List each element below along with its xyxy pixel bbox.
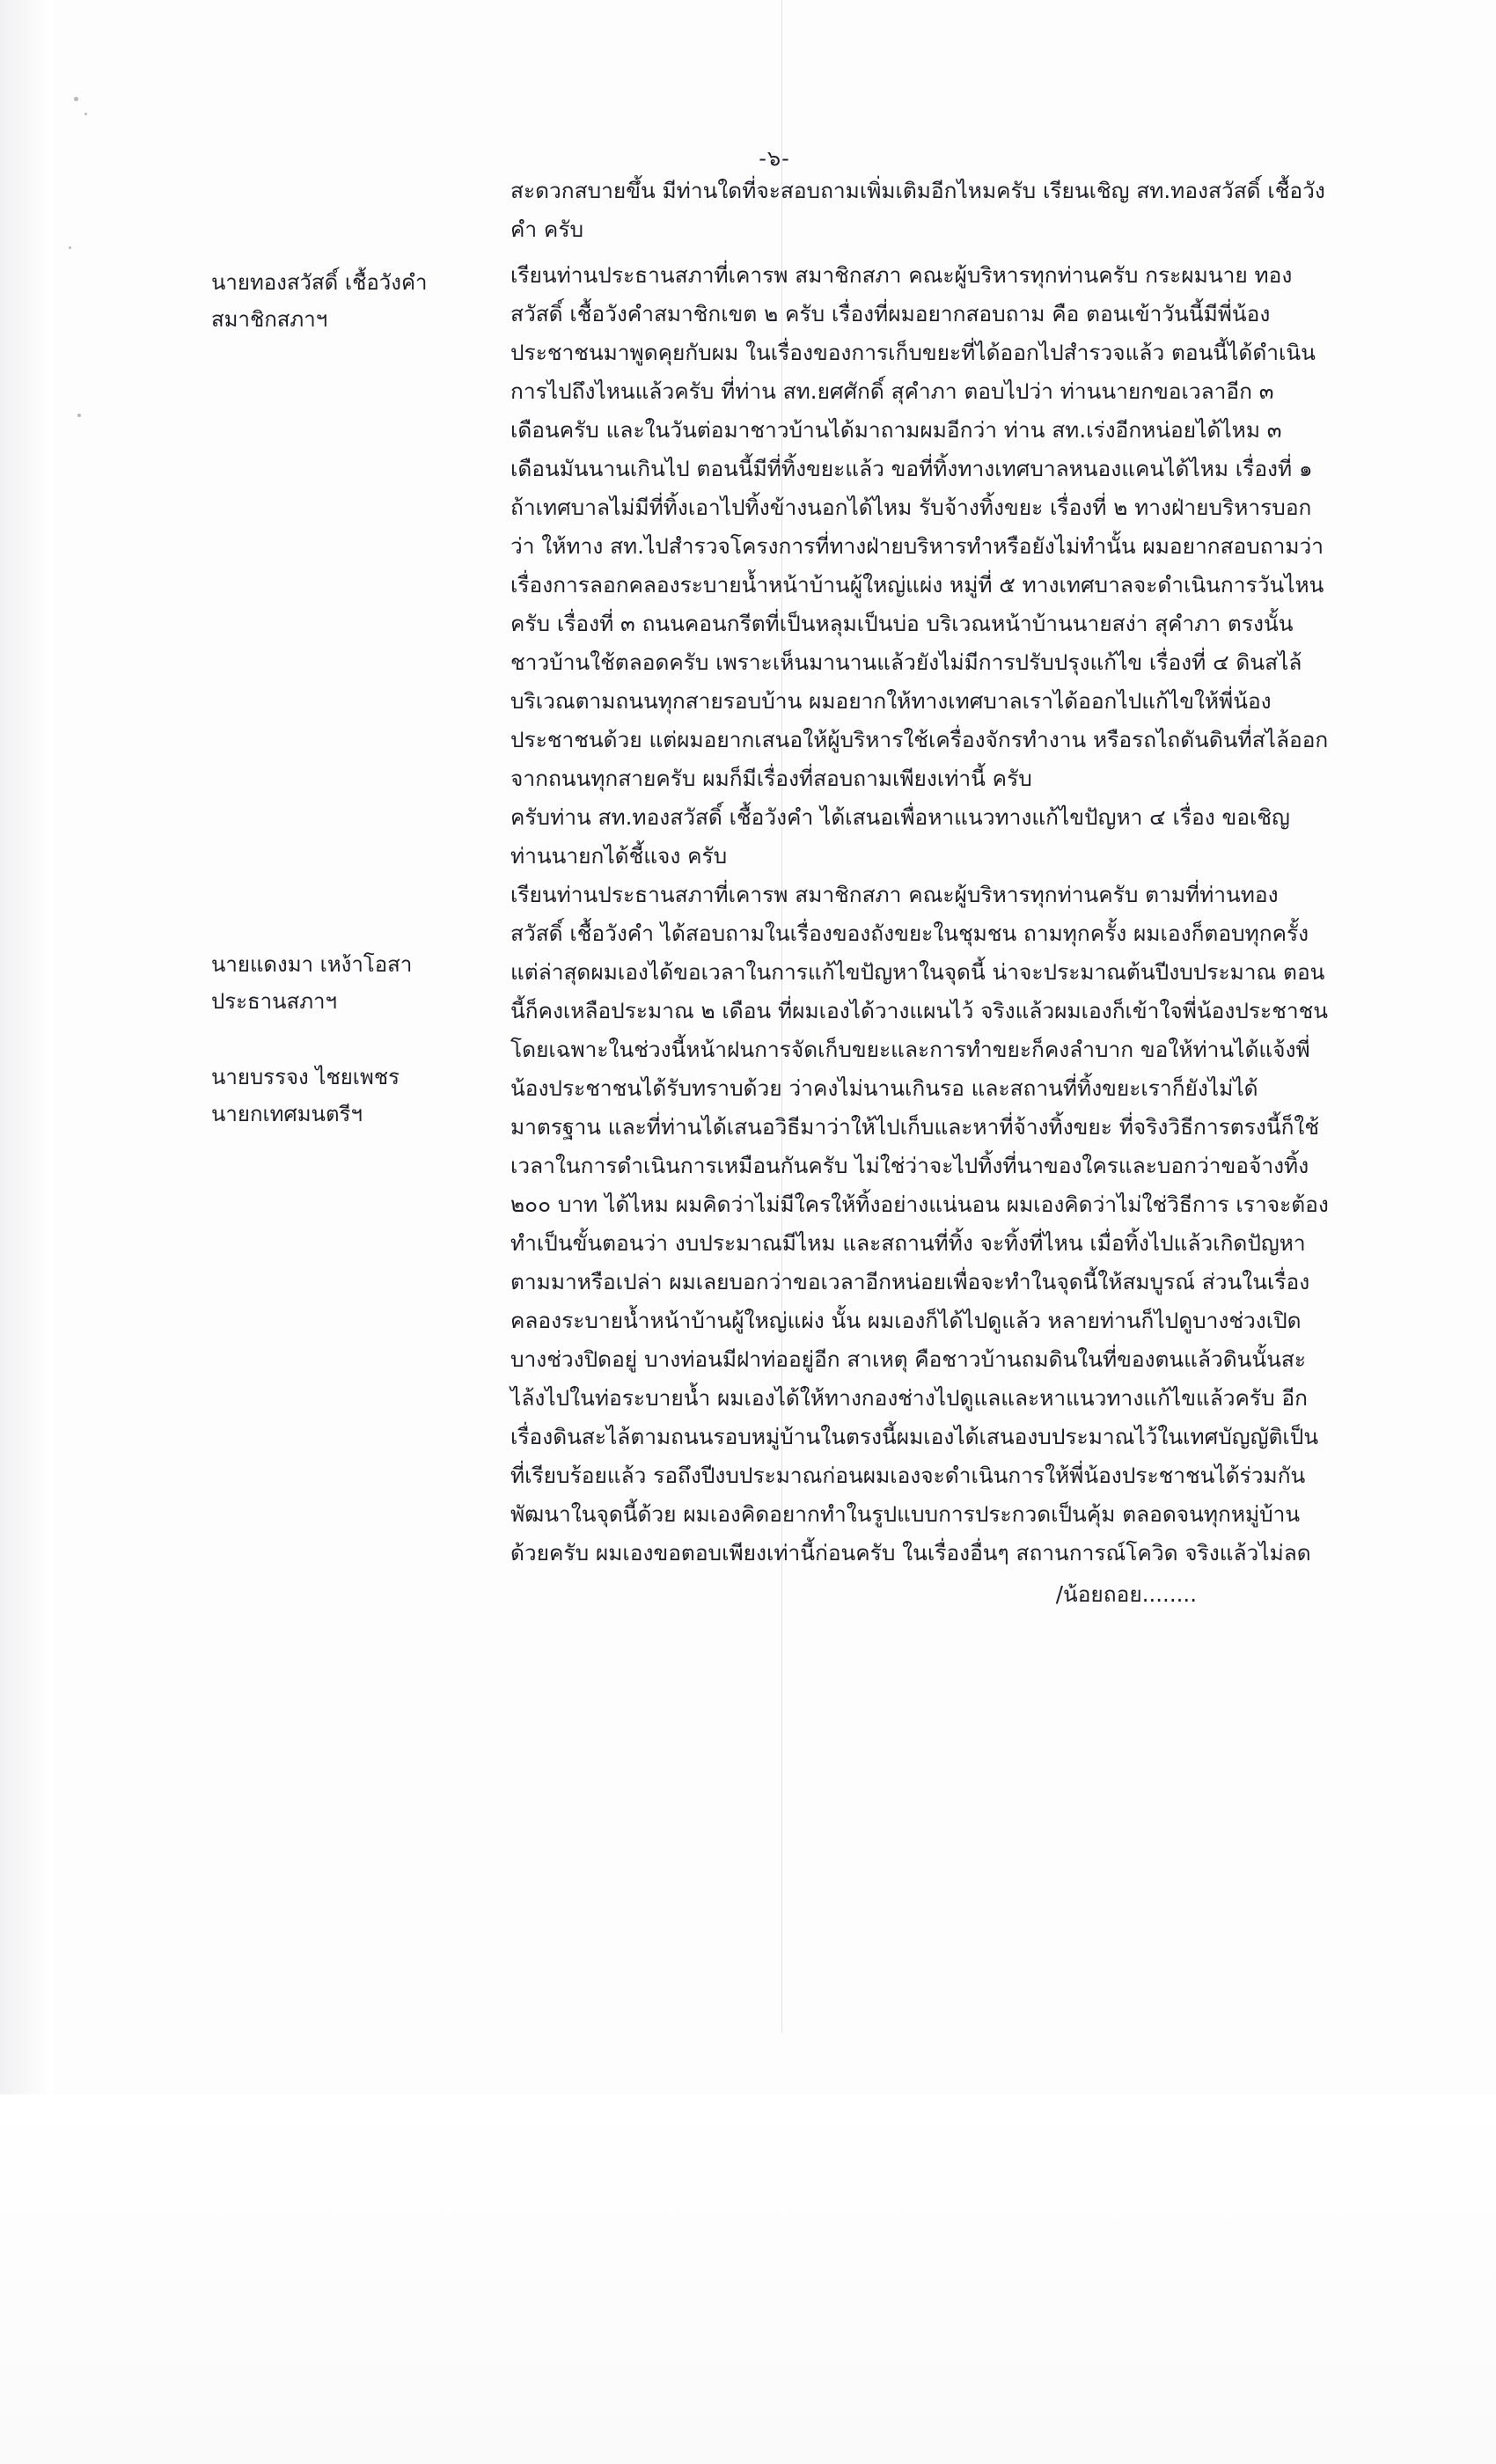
transcript-body [510,172,1329,1573]
paragraph-intro: สะดวกสบายขึ้น มีท่านใดที่จะสอบถามเพิ่มเติมอีกไหมครับ เรียนเชิญ สท.ทองสวัสดิ์ เชื้อวังคำ ครับ [510,178,1325,242]
speaker-role: สมาชิกสภาฯ [211,307,328,332]
closing-note: /น้อยถอย........ [1055,1581,1197,1607]
page-number: -๖- [759,146,790,171]
paragraph-thongsawat-speech: เรียนท่านประธานสภาที่เคารพ สมาชิกสภา คณะผู้บริหารทุกท่านครับ กระผมนาย ทองสวัสดิ์ เชื้อวังคำสมาชิกเขต ๒ ครับ เรื่องที่ผมอยากสอบถาม คือ ตอนเข้าวันนี้มีพี่น้องประชาชนมาพูดคุยกับผม ในเรื่องของการเก็บขยะที่ได้ออกไปสำรวจแล้ว ตอนนี้ได้ดำเนินการไปถึงไหนแล้วครับ ที่ท่าน สท.ยศศักดิ์ สุคำภา ตอบไปว่า ท่านนายกขอเวลาอีก ๓ เดือนครับ และในวันต่อมาชาวบ้านได้มาถามผมอีกว่า ท่าน สท.เร่งอีกหน่อยได้ไหม ๓ เดือนมันนานเกินไป ตอนนี้มีที่ทิ้งขยะแล้ว ขอที่ทิ้งทางเทศบาลหนองแคนได้ไหม เรื่องที่ ๑ ถ้าเทศบาลไม่มีที่ทิ้งเอาไปทิ้งข้างนอกได้ไหม รับจ้างทิ้งขยะ เรื่องที่ ๒ ทางฝ่ายบริหารบอกว่า ให้ทาง สท.ไปสำรวจโครงการที่ทางฝ่ายบริหารทำหรือยังไม่ทำนั้น ผมอยากสอบถามว่า เรื่องการลอกคลองระบายน้ำหน้าบ้านผู้ใหญ่แผ่ง หมู่ที่ ๕ ทางเทศบาลจะดำเนินการวันไหน ครับ เรื่องที่ ๓ ถนนคอนกรีตที่เป็นหลุมเป็นบ่อ บริเวณหน้าบ้านนายสง่า สุคำภา ตรงนั้นชาวบ้านใช้ตลอดครับ เพราะเห็นมานานแล้วยังไม่มีการปรับปรุงแก้ไข เรื่องที่ ๔ ดินสไล้บริเวณตามถนนทุกสายรอบบ้าน ผมอยากให้ทางเทศบาลเราได้ออกไปแก้ไขให้พี่น้องประชาชนด้วย แต่ผมอยากเสนอให้ผู้บริหารใช้เครื่องจักรทำงาน หรือรถไถดันดินที่สไล้ออกจากถนนทุกสายครับ ผมก็มีเรื่องที่สอบถามเพียงเท่านี้ ครับ [510,262,1329,791]
speaker-role: นายกเทศมนตรีฯ [211,1102,363,1126]
speaker-label-thongsawat [211,264,510,338]
speaker-name: นายทองสวัสดิ์ เชื้อวังคำ [211,270,428,295]
speaker-role: ประธานสภาฯ [211,989,337,1014]
scan-speck [77,414,81,417]
speaker-label-daengma [211,946,510,1020]
scan-speck [84,113,87,115]
paragraph-daengma-speech: ครับท่าน สท.ทองสวัสดิ์ เชื้อวังคำ ได้เสนอเพื่อหาแนวทางแก้ไขปัญหา ๔ เรื่อง ขอเชิญท่านนายกได้ชี้แจง ครับ [510,804,1290,869]
speaker-label-banjong [211,1059,510,1133]
speaker-name: นายแดงมา เหง้าโอสา [211,952,413,977]
paragraph-banjong-speech: เรียนท่านประธานสภาที่เคารพ สมาชิกสภา คณะผู้บริหารทุกท่านครับ ตามที่ท่านทองสวัสดิ์ เชื้อวังคำ ได้สอบถามในเรื่องของถังขยะในชุมชน ถามทุกครั้ง ผมเองก็ตอบทุกครั้ง แต่ล่าสุดผมเองได้ขอเวลาในการแก้ไขปัญหาในจุดนี้ น่าจะประมาณต้นปีงบประมาณ ตอนนี้ก็คงเหลือประมาณ ๒ เดือน ที่ผมเองได้วางแผนไว้ จริงแล้วผมเองก็เข้าใจพี่น้องประชาชน โดยเฉพาะในช่วงนี้หน้าฝนการจัดเก็บขยะและการทำขยะก็คงลำบาก ขอให้ท่านได้แจ้งพี่น้องประชาชนได้รับทราบด้วย ว่าคงไม่นานเกินรอ และสถานที่ทิ้งขยะเราก็ยังไม่ได้มาตรฐาน และที่ท่านได้เสนอวิธีมาว่าให้ไปเก็บและหาที่จ้างทิ้งขยะ ที่จริงวิธีการตรงนี้ก็ใช้เวลาในการดำเนินการเหมือนกันครับ ไม่ใช่ว่าจะไปทิ้งที่นาของใครและบอกว่าขอจ้างทิ้ง ๒๐๐ บาท ได้ไหม ผมคิดว่าไม่มีใครให้ทิ้งอย่างแน่นอน ผมเองคิดว่าไม่ใช่วิธีการ เราจะต้องทำเป็นขั้นตอนว่า งบประมาณมีไหม และสถานที่ทิ้ง จะทิ้งที่ไหน เมื่อทิ้งไปแล้วเกิดปัญหาตามมาหรือเปล่า ผมเลยบอกว่าขอเวลาอีกหน่อยเพื่อจะทำในจุดนี้ให้สมบูรณ์ ส่วนในเรื่อง คลองระบายน้ำหน้าบ้านผู้ใหญ่แผ่ง นั้น ผมเองก็ได้ไปดูแล้ว หลายท่านก็ไปดูบางช่วงเปิด บางช่วงปิดอยู่ บางท่อนมีฝาท่ออยู่อีก สาเหตุ คือชาวบ้านถมดินในที่ของตนแล้วดินนั้นสะไล้งไปในท่อระบายน้ำ ผมเองได้ให้ทางกองช่างไปดูแลและหาแนวทางแก้ไขแล้วครับ อีกเรื่องดินสะไล้ตามถนนรอบหมู่บ้านในตรงนี้ผมเองได้เสนองบประมาณไว้ในเทศบัญญัติเป็นที่เรียบร้อยแล้ว รอถึงปีงบประมาณก่อนผมเองจะดำเนินการให้พี่น้องประชาชนได้ร่วมกันพัฒนาในจุดนี้ด้วย ผมเองคิดอยากทำในรูปแบบการประกวดเป็นคุ้ม ตลอดจนทุกหมู่บ้านด้วยครับ ผมเองขอตอบเพียงเท่านี้ก่อนครับ ในเรื่องอื่นๆ สถานการณ์โควิด จริงแล้วไม่ลด [510,882,1329,1566]
scan-speck [69,246,71,249]
scan-speck [74,97,78,101]
scan-edge-shading-bottom [0,2094,1496,2464]
speaker-name: นายบรรจง ไชยเพชร [211,1065,400,1089]
